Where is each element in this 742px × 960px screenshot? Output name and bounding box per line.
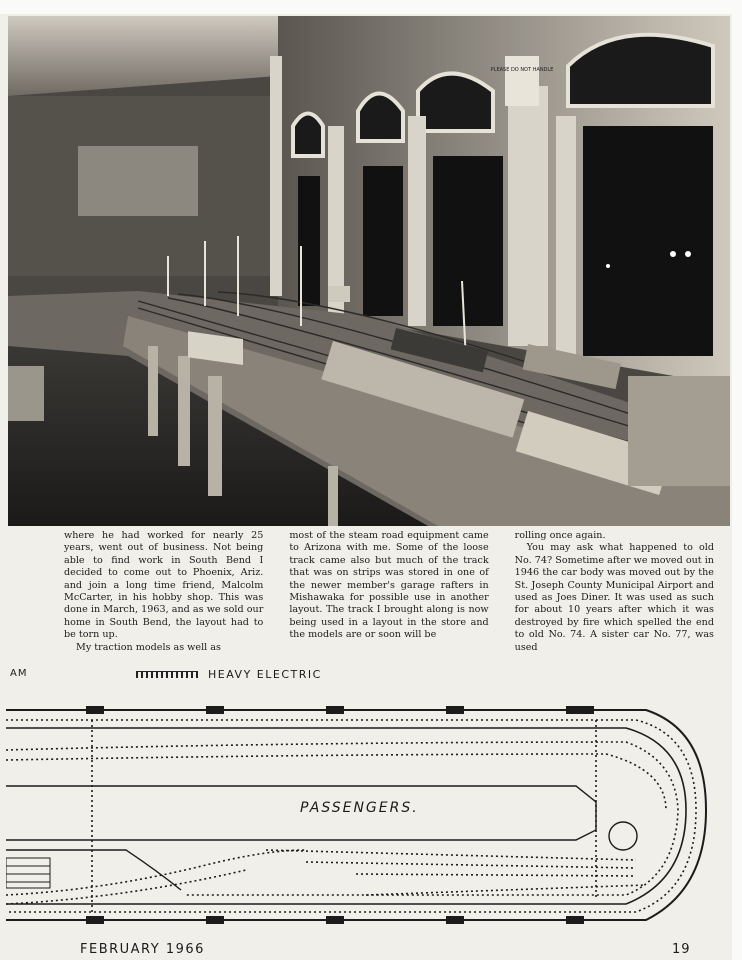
- heavy-electric-line-sample: [136, 671, 198, 678]
- layout-photo: [8, 16, 730, 526]
- paragraph: My traction models as well as: [76, 641, 221, 653]
- issue-date: FEBRUARY 1966: [80, 942, 205, 957]
- paragraph: most of the steam road equipment came to Arizona with me. Some of the loose track came also but much of the track that was on strips was stored in one of the newer member's garage rafters in Mishawaka for possible use in another layout. The track I brought along is now being used in a layout in the store and the models are or soon will be: [289, 530, 489, 641]
- article-column-2: [289, 530, 488, 660]
- photo-sign: PLEASE DO NOT HANDLE: [490, 67, 554, 73]
- legend-label: HEAVY ELECTRIC: [208, 668, 322, 681]
- passengers-label: PASSENGERS.: [300, 800, 419, 816]
- page-number: 19: [672, 942, 691, 957]
- article-columns: [64, 530, 714, 660]
- article-column-1: [64, 530, 263, 660]
- article-column-3: [515, 530, 714, 660]
- plan-legend: [136, 668, 322, 681]
- paragraph: rolling once again.: [514, 530, 606, 541]
- page-margin-right: [732, 0, 742, 960]
- paragraph: where he had worked for nearly 25 years, went out of business. Not being able to find work in South Bend I decided to come out to Phoenix, Ariz. and join a long time friend, Malcolm McCarter, in his hobby shop. This was done in March, 1963, and as we sold our home in South Bend, the layout had to be torn up.: [64, 530, 264, 641]
- plan-label-left: AM: [10, 668, 28, 679]
- paragraph: You may ask what happened to old No. 74? Sometime after we moved out in 1946 the car body was moved out by the St. Joseph County Municipal Airport and used as Joes Diner. It was used as such for about 10 years after which it was destroyed by fire which spelled the end to old No. 74. A sister car No. 77, was used: [514, 542, 714, 653]
- page-margin: [0, 0, 742, 14]
